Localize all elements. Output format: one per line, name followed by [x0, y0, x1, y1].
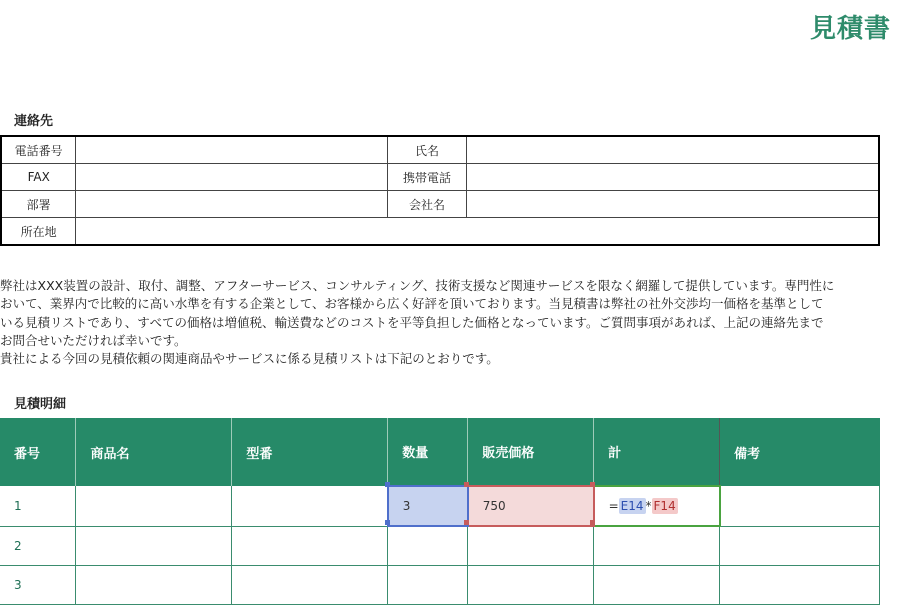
price-cell[interactable] — [468, 566, 594, 605]
price-cell[interactable] — [468, 526, 594, 566]
intro-line: いる見積リストであり、すべての価格は増値税、輸送費などのコストを平等負担した価格となっています。ご質問事項があれば、上記の連絡先まで — [0, 314, 824, 330]
phone-label: 電話番号 — [1, 136, 76, 164]
model-cell[interactable] — [232, 486, 388, 526]
quantity-cell[interactable] — [388, 526, 468, 566]
contact-row — [1, 164, 879, 191]
product-cell[interactable] — [76, 486, 232, 526]
formula-operator: * — [645, 499, 652, 513]
company-cell[interactable] — [467, 191, 879, 218]
selection-handle[interactable] — [590, 520, 595, 525]
table-row — [0, 526, 880, 566]
product-cell[interactable] — [76, 566, 232, 605]
mobile-label: 携帯電話 — [387, 164, 467, 191]
column-header-number[interactable]: 番号 — [0, 418, 76, 486]
page-title: 見積書 — [809, 14, 891, 44]
selection-handle[interactable] — [385, 482, 390, 487]
total-cell[interactable] — [594, 526, 720, 566]
column-header-price[interactable]: 販売価格 — [468, 418, 594, 486]
model-cell[interactable] — [232, 526, 388, 566]
intro-line: おいて、業界内で比較的に高い水準を有する企業として、お客様から広く好評を頂いております。当見積書は弊社の社外交渉均一価格を基準として — [0, 296, 824, 312]
fax-cell[interactable] — [76, 164, 387, 191]
address-label: 所在地 — [1, 218, 76, 246]
intro-line: 弊社はXXX装置の設計、取付、調整、アフターサービス、コンサルティング、技術支援など関連サービスを限なく網羅して提供しています。専門性に — [0, 278, 835, 293]
column-header-remarks[interactable]: 備考 — [720, 418, 880, 486]
details-header-row — [0, 418, 880, 486]
quantity-cell[interactable] — [388, 566, 468, 605]
contact-row — [1, 136, 879, 164]
department-label: 部署 — [1, 191, 76, 218]
fax-label: FAX — [1, 164, 76, 191]
row-number[interactable]: 1 — [0, 486, 76, 526]
model-cell[interactable] — [232, 566, 388, 605]
total-cell[interactable] — [594, 566, 720, 605]
address-cell[interactable] — [76, 218, 879, 246]
column-header-quantity[interactable]: 数量 — [388, 418, 468, 486]
row-number[interactable]: 3 — [0, 566, 76, 605]
selection-handle[interactable] — [464, 520, 469, 525]
column-header-product[interactable]: 商品名 — [76, 418, 232, 486]
intro-line: お問合せいただければ幸いです。 — [0, 332, 187, 348]
formula-ref-quantity: E14 — [620, 499, 644, 513]
name-cell[interactable] — [467, 136, 879, 164]
column-header-total[interactable]: 計 — [594, 418, 720, 486]
product-cell[interactable] — [76, 526, 232, 566]
price-cell[interactable]: 750 — [468, 486, 594, 526]
selection-handle[interactable] — [590, 482, 595, 487]
phone-cell[interactable] — [76, 136, 387, 164]
contact-heading: 連絡先 — [14, 114, 54, 129]
column-header-model[interactable]: 型番 — [232, 418, 388, 486]
selection-handle[interactable] — [464, 482, 469, 487]
contact-table — [0, 135, 880, 246]
contact-row — [1, 218, 879, 246]
selection-handle[interactable] — [385, 520, 390, 525]
contact-row — [1, 191, 879, 218]
total-formula-cell[interactable] — [594, 486, 720, 526]
company-label: 会社名 — [387, 191, 467, 218]
details-heading: 見積明細 — [14, 397, 67, 412]
formula-ref-price: F14 — [653, 499, 676, 513]
table-row — [0, 486, 880, 526]
intro-paragraph — [0, 277, 885, 368]
remarks-cell[interactable] — [720, 526, 880, 566]
quantity-cell[interactable]: 3 — [388, 486, 468, 526]
remarks-cell[interactable] — [720, 486, 880, 526]
name-label: 氏名 — [387, 136, 467, 164]
formula-equals: = — [608, 499, 619, 513]
table-row — [0, 566, 880, 605]
details-table — [0, 418, 880, 605]
mobile-cell[interactable] — [467, 164, 879, 191]
row-number[interactable]: 2 — [0, 526, 76, 566]
remarks-cell[interactable] — [720, 566, 880, 605]
department-cell[interactable] — [76, 191, 387, 218]
intro-line: 貴社による今回の見積依頼の関連商品やサービスに係る見積リストは下記のとおりです。 — [0, 351, 499, 367]
